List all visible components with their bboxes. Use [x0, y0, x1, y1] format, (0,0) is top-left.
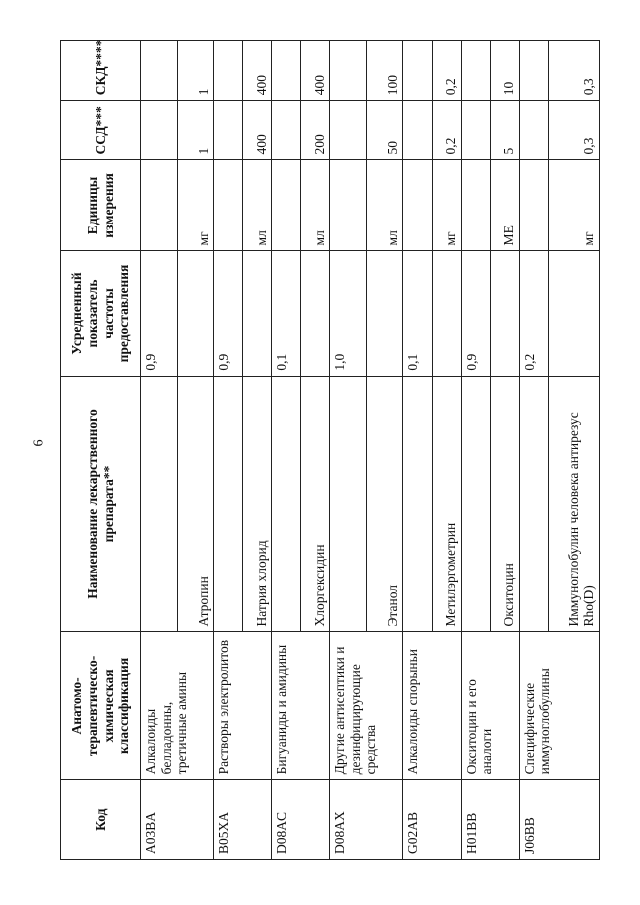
rotated-table-wrapper: [60, 40, 600, 860]
table-row: [214, 41, 243, 860]
cell-skd-empty: [330, 41, 367, 101]
cell-code: D08AC: [272, 780, 330, 860]
cell-skd: 400: [243, 41, 272, 101]
cell-ssd-empty: [330, 101, 367, 160]
cell-unit: мл: [366, 160, 403, 251]
cell-unit: мл: [243, 160, 272, 251]
cell-code: J06BB: [519, 780, 599, 860]
cell-code: H01BB: [461, 780, 519, 860]
cell-drug-empty: [214, 376, 243, 632]
cell-ssd: 0,3: [548, 101, 599, 160]
cell-unit-empty: [141, 160, 178, 251]
cell-skd-empty: [214, 41, 243, 101]
cell-frequency: 0,9: [214, 251, 243, 376]
cell-code: G02AB: [403, 780, 461, 860]
cell-class: Растворы электролитов: [214, 632, 272, 780]
cell-frequency: 0,2: [519, 251, 548, 376]
header-atc: Анатомо-терапевтическо-химическая классификация: [61, 632, 141, 780]
cell-unit-empty: [272, 160, 301, 251]
cell-frequency: 0,9: [461, 251, 490, 376]
cell-unit: мг: [432, 160, 461, 251]
cell-drug: Этанол: [366, 376, 403, 632]
cell-frequency: 0,9: [141, 251, 178, 376]
cell-unit-empty: [330, 160, 367, 251]
header-skd: СКД****: [61, 41, 141, 101]
cell-drug: Хлоргексидин: [301, 376, 330, 632]
cell-unit-empty: [461, 160, 490, 251]
cell-class: Специфические иммуноглобулины: [519, 632, 599, 780]
cell-frequency-empty: [490, 251, 519, 376]
cell-class: Бигуаниды и амидины: [272, 632, 330, 780]
cell-skd: 0,3: [548, 41, 599, 101]
cell-class: Другие антисептики и дезинфицирующие средства: [330, 632, 403, 780]
cell-ssd-empty: [461, 101, 490, 160]
cell-drug: Натрия хлорид: [243, 376, 272, 632]
cell-drug: Атропин: [177, 376, 214, 632]
cell-drug: Окситоцин: [490, 376, 519, 632]
cell-drug-empty: [519, 376, 548, 632]
cell-drug-empty: [330, 376, 367, 632]
cell-ssd: 50: [366, 101, 403, 160]
cell-class: Окситоцин и его аналоги: [461, 632, 519, 780]
cell-frequency-empty: [432, 251, 461, 376]
header-row: [61, 41, 141, 860]
header-ssd: ССД***: [61, 101, 141, 160]
cell-skd: 100: [366, 41, 403, 101]
page-number: 6: [31, 439, 47, 447]
cell-drug: Метилэргометрин: [432, 376, 461, 632]
cell-ssd-empty: [272, 101, 301, 160]
cell-frequency-empty: [243, 251, 272, 376]
cell-ssd-empty: [141, 101, 178, 160]
table-row: [141, 41, 178, 860]
table-row: [461, 41, 490, 860]
header-code: Код: [61, 780, 141, 860]
cell-skd-empty: [519, 41, 548, 101]
cell-drug: Иммуноглобулин человека антирезус Rho(D): [548, 376, 599, 632]
cell-frequency-empty: [366, 251, 403, 376]
header-drug: Наименование лекарственного препарата**: [61, 376, 141, 632]
cell-skd: 0,2: [432, 41, 461, 101]
cell-skd-empty: [141, 41, 178, 101]
cell-code: B05XA: [214, 780, 272, 860]
cell-ssd-empty: [214, 101, 243, 160]
cell-drug-empty: [403, 376, 432, 632]
cell-drug-empty: [141, 376, 178, 632]
cell-frequency-empty: [301, 251, 330, 376]
cell-unit: мг: [548, 160, 599, 251]
cell-unit-empty: [519, 160, 548, 251]
table-row: [403, 41, 432, 860]
cell-skd: 400: [301, 41, 330, 101]
cell-unit: мл: [301, 160, 330, 251]
cell-ssd-empty: [403, 101, 432, 160]
cell-code: A03BA: [141, 780, 214, 860]
header-unit: Единицы измерения: [61, 160, 141, 251]
cell-frequency: 0,1: [272, 251, 301, 376]
cell-ssd-empty: [519, 101, 548, 160]
cell-ssd: 1: [177, 101, 214, 160]
cell-frequency-empty: [548, 251, 599, 376]
cell-unit-empty: [214, 160, 243, 251]
header-frequency: Усредненный показатель частоты предоставления: [61, 251, 141, 376]
cell-class: Алкалоиды спорыньи: [403, 632, 461, 780]
cell-skd-empty: [272, 41, 301, 101]
cell-skd: 10: [490, 41, 519, 101]
cell-frequency: 1,0: [330, 251, 367, 376]
cell-frequency: 0,1: [403, 251, 432, 376]
table-row: [519, 41, 548, 860]
cell-drug-empty: [272, 376, 301, 632]
cell-unit: мг: [177, 160, 214, 251]
cell-ssd: 5: [490, 101, 519, 160]
medication-table: [60, 40, 600, 860]
table-row: [272, 41, 301, 860]
cell-ssd: 400: [243, 101, 272, 160]
cell-unit-empty: [403, 160, 432, 251]
cell-frequency-empty: [177, 251, 214, 376]
cell-skd-empty: [403, 41, 432, 101]
cell-ssd: 0,2: [432, 101, 461, 160]
cell-code: D08AX: [330, 780, 403, 860]
cell-skd: 1: [177, 41, 214, 101]
cell-ssd: 200: [301, 101, 330, 160]
cell-unit: МЕ: [490, 160, 519, 251]
cell-class: Алкалоиды белладонны, третичные амины: [141, 632, 214, 780]
cell-drug-empty: [461, 376, 490, 632]
cell-skd-empty: [461, 41, 490, 101]
table-row: [330, 41, 367, 860]
